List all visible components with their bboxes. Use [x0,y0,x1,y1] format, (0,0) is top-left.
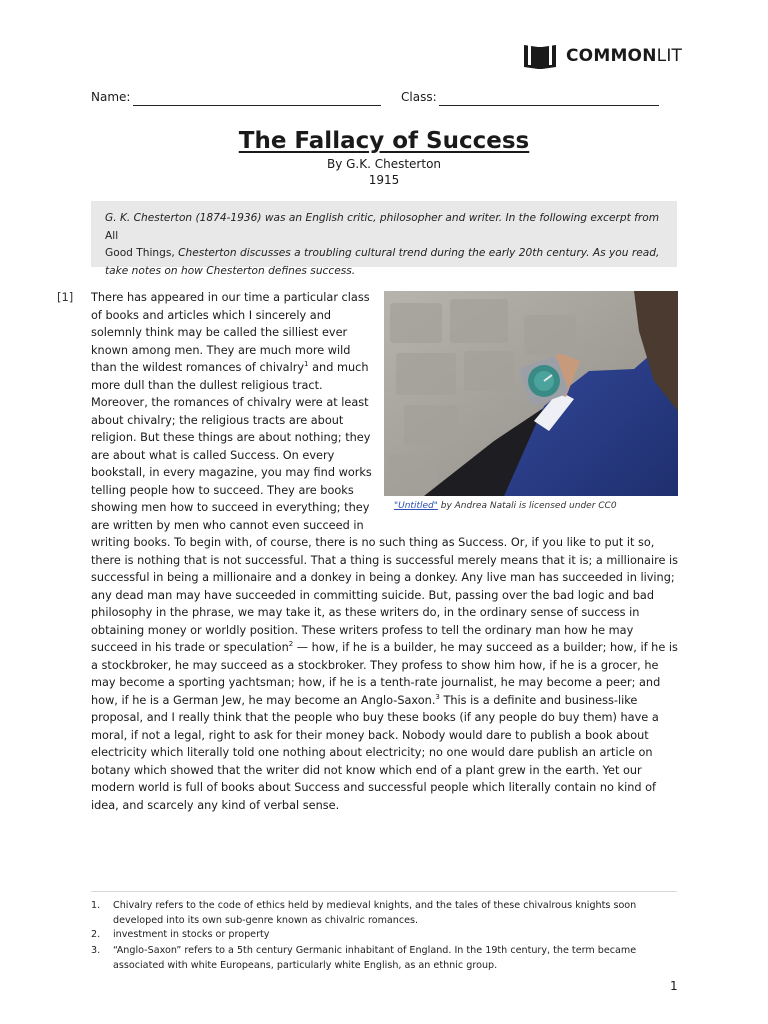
text-line: Moreover, the romances of chivalry were at least [91,396,369,409]
image-caption: "Untitled" by Andrea Natali is licensed under CC0 [394,501,617,511]
image-source-link[interactable]: "Untitled" [394,501,438,511]
footnote-ref-2[interactable]: 2 [288,640,294,648]
footnote-ref-3[interactable]: 3 [435,692,440,701]
text-line: showing men how to succeed in everything; they [91,501,370,514]
text-line: a stockbroker, he may succeed as a stockbroker. They profess to show him how, if he is a grocer, he [91,658,659,672]
text-line: how, if he is a German Jew, he may become an Anglo-Saxon.$^3$ This is a definite and business-like [91,692,638,707]
text-line: philosophy in the phrase, we may take it, as these writers do, in the ordinary sense of success in [91,606,640,619]
text-line: more dull than the dullest religious tract. [91,378,323,392]
body-text-wide [91,534,678,814]
text-line: may become a sporting yachtsman; how, if he is a tenth-rate journalist, he may become a peer; and [91,676,661,689]
text-line: bookstall, in every magazine, you may find works [91,466,372,479]
text-line: known among men. They are much more wild [91,343,351,357]
text-line: moral, if not a legal, right to ask for their money back. Nobody would dare to publish a book about [91,728,649,742]
wristwatch-photo [384,291,678,496]
body-text-narrow [91,289,372,534]
text-line: religion. But these things are about nothing; they [91,431,371,444]
text-line: obtaining money or worldly position. These writers profess to tell the ordinary man how he may [91,623,634,637]
text-line: any dead man may have succeeded in committing suicide. But, passing over the bad logic and bad [91,588,655,602]
text-line: modern world is full of books about Success and successful people which literally contain no kind of [91,781,657,794]
footnote-2: 2. investment in stocks or property [91,929,270,940]
logo-wordmark: COMMONLIT [566,46,683,66]
page-title: The Fallacy of Success [238,128,530,154]
class-field[interactable] [439,105,659,106]
publication-year: 1915 [368,173,400,187]
text-line: there is nothing that is not successful. That a thing is successful merely means that it is; a millionaire is [91,553,679,567]
text-line: idea, and scarcely any kind of verbal sense. [91,798,340,812]
intro-line-2: Good Things, Chesterton discusses a troubling cultural trend during the early 20th century. As you read, [105,247,660,259]
text-line: electricity which literally told one nothing about electricity; no one would dare publish an article on [91,746,653,759]
intro-box [91,201,677,277]
footnote-3: 3. “Anglo-Saxon” refers to a 5th century Germanic inhabitant of England. In the 19th century, the term became associated with white Europeans, particularly white English, as an ethnic group. [91,945,637,971]
page-number: 1 [670,979,678,993]
text-line: telling people how to succeed. They are books [91,483,354,497]
text-line: succeed in his trade or speculation$^2$ — how, if he is a builder, he may succeed as a builder; how, if he is [91,640,678,654]
footnote-ref-1[interactable]: 1 [304,360,309,368]
text-line: writing books. To begin with, of course, there is no such thing as Success. Or, if you like to put it so, [91,536,655,549]
text-line: There has appeared in our time a particular class [91,291,370,304]
name-label: Name: [91,90,131,104]
name-class-row [91,90,671,110]
text-line: of books and articles which I sincerely and [91,308,332,322]
paragraph-number: [1] [57,290,74,304]
text-line: than the wildest romances of chivalry$^1$ and much [91,360,369,374]
author-line: By G.K. Chesterton [326,157,442,171]
text-line: solemnly think may be called the silliest ever [91,326,348,339]
intro-line-3: take notes on how Chesterton defines success. [105,264,356,277]
text-line: are written by men who cannot even succeed in [91,518,364,532]
name-field[interactable] [133,105,381,106]
open-book-icon [522,42,558,70]
intro-line-1: G. K. Chesterton (1874-1936) was an English critic, philosopher and writer. In the following excerpt from All [105,212,660,242]
commonlit-logo [522,42,682,70]
footnote-1: 1. Chivalry refers to the code of ethics held by medieval knights, and the tales of these chivalrous knights soon developed into its own sub-genre known as chivalric romances. [91,900,637,926]
text-line: botany which showed that the writer did not know which end of a plant grew in the earth. Yet our [91,763,642,777]
text-line: successful in being a millionaire and a donkey in being a donkey. Any live man has succeeded in living; [91,571,675,584]
text-line: about chivalry; the religious tracts are about [91,413,344,427]
text-line: proposal, and I really think that the people who buy these books (if any people do buy them) have a [91,711,659,724]
text-line: are about what is called Success. On every [91,448,335,462]
footnote-divider [91,891,677,892]
class-label: Class: [401,90,437,104]
